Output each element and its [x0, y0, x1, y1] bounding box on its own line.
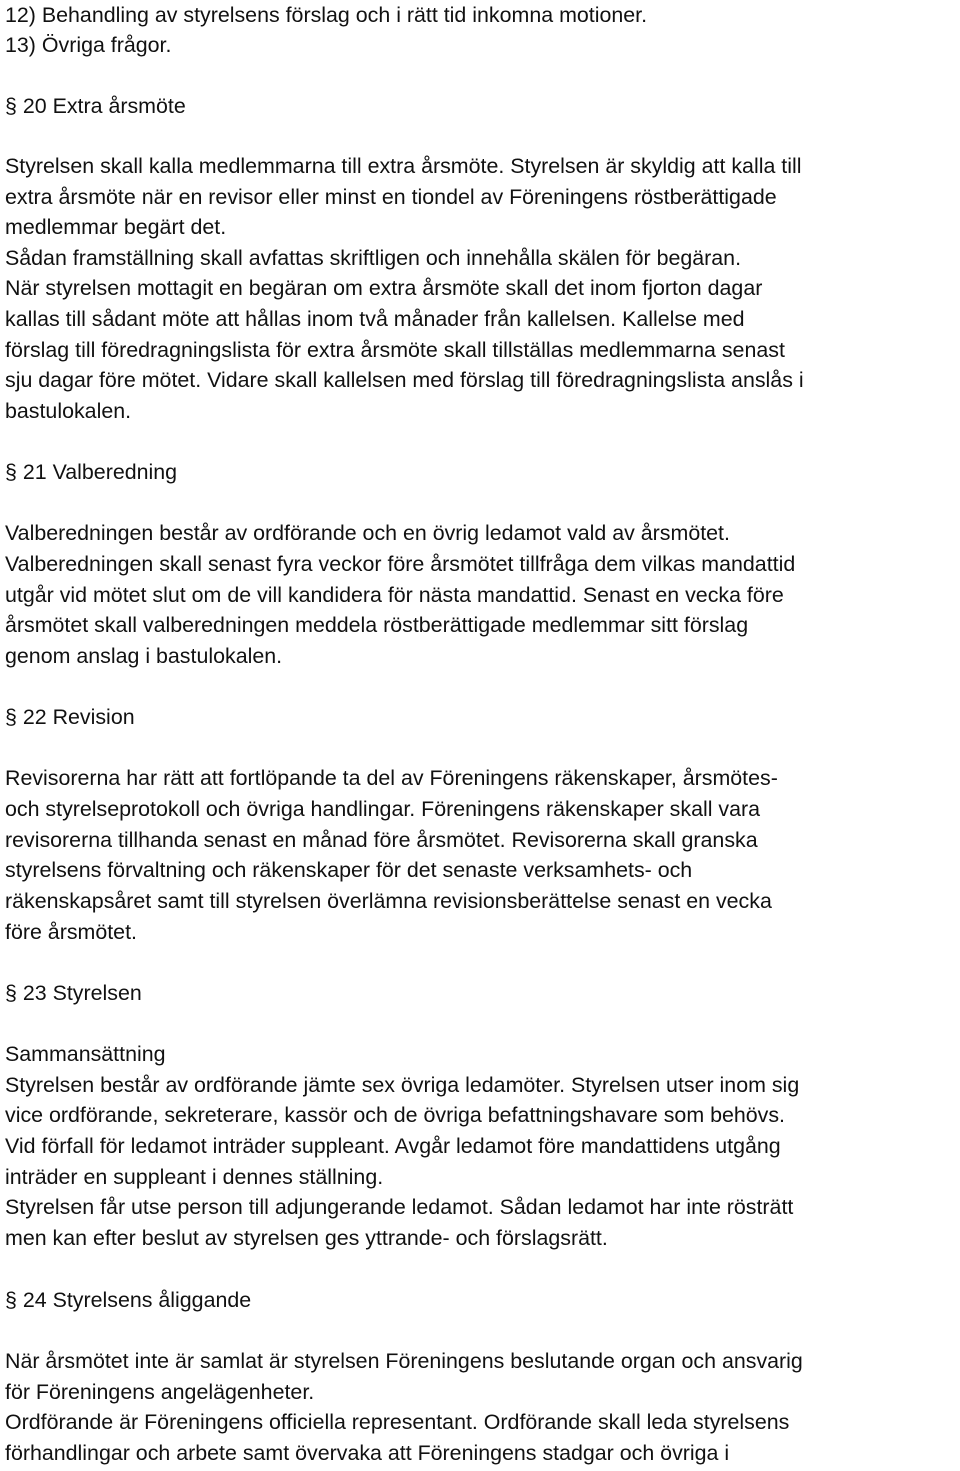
paragraph-line: Styrelsen skall kalla medlemmarna till extra årsmöte. Styrelsen är skyldig att kalla till: [5, 154, 802, 178]
paragraph-line: sju dagar före mötet. Vidare skall kallelsen med förslag till föredragningslista anslås i: [5, 368, 804, 392]
paragraph-line: före årsmötet.: [5, 920, 137, 944]
section-heading: § 23 Styrelsen: [5, 981, 142, 1005]
paragraph-line: genom anslag i bastulokalen.: [5, 644, 283, 668]
paragraph-line: När årsmötet inte är samlat är styrelsen Föreningens beslutande organ och ansvarig: [5, 1349, 803, 1373]
paragraph-line: för Föreningens angelägenheter.: [5, 1380, 315, 1404]
paragraph-line: extra årsmöte när en revisor eller minst en tiondel av Föreningens röstberättigade: [5, 185, 777, 209]
paragraph-line: Vid förfall för ledamot inträder suppleant. Avgår ledamot före mandattidens utgång: [5, 1134, 781, 1158]
paragraph-line: Revisorerna har rätt att fortlöpande ta del av Föreningens räkenskaper, årsmötes-: [5, 766, 778, 790]
paragraph-line: förslag till föredragningslista för extra årsmöte skall tillställas medlemmarna senast: [5, 338, 785, 362]
paragraph-line: Sådan framställning skall avfattas skriftligen och innehålla skälen för begäran.: [5, 246, 742, 270]
agenda-item: 13) Övriga frågor.: [5, 33, 172, 57]
section-subheading: Sammansättning: [5, 1042, 166, 1066]
paragraph-line: och styrelseprotokoll och övriga handlingar. Föreningens räkenskaper skall vara: [5, 797, 761, 821]
section-heading: § 24 Styrelsens åliggande: [5, 1288, 252, 1312]
paragraph-line: kallas till sådant möte att hållas inom två månader från kallelsen. Kallelse med: [5, 307, 745, 331]
paragraph-line: vice ordförande, sekreterare, kassör och de övriga befattningshavare som behövs.: [5, 1103, 785, 1127]
paragraph-line: Styrelsen får utse person till adjungerande ledamot. Sådan ledamot har inte rösträtt: [5, 1195, 794, 1219]
paragraph-line: Valberedningen består av ordförande och en övrig ledamot vald av årsmötet.: [5, 521, 730, 545]
paragraph-line: Ordförande är Föreningens officiella representant. Ordförande skall leda styrelsens: [5, 1410, 790, 1434]
paragraph-line: revisorerna tillhanda senast en månad före årsmötet. Revisorerna skall granska: [5, 828, 758, 852]
agenda-item: 12) Behandling av styrelsens förslag och i rätt tid inkomna motioner.: [5, 3, 648, 27]
paragraph-line: men kan efter beslut av styrelsen ges yttrande- och förslagsrätt.: [5, 1226, 608, 1250]
paragraph-line: förhandlingar och arbete samt övervaka att Föreningens stadgar och övriga i: [5, 1441, 730, 1465]
paragraph-line: När styrelsen mottagit en begäran om extra årsmöte skall det inom fjorton dagar: [5, 276, 763, 300]
paragraph-line: Styrelsen består av ordförande jämte sex övriga ledamöter. Styrelsen utser inom sig: [5, 1073, 800, 1097]
paragraph-line: årsmötet skall valberedningen meddela röstberättigade medlemmar sitt förslag: [5, 613, 749, 637]
section-heading: § 21 Valberedning: [5, 460, 178, 484]
paragraph-line: styrelsens förvaltning och räkenskaper för det senaste verksamhets- och: [5, 858, 693, 882]
paragraph-line: bastulokalen.: [5, 399, 132, 423]
paragraph-line: räkenskapsåret samt till styrelsen överlämna revisionsberättelse senast en vecka: [5, 889, 772, 913]
paragraph-line: Valberedningen skall senast fyra veckor före årsmötet tillfråga dem vilkas mandattid: [5, 552, 796, 576]
section-heading: § 22 Revision: [5, 705, 135, 729]
paragraph-line: utgår vid mötet slut om de vill kandidera för nästa mandattid. Senast en vecka före: [5, 583, 784, 607]
paragraph-line: medlemmar begärt det.: [5, 215, 227, 239]
section-heading: § 20 Extra årsmöte: [5, 94, 186, 118]
paragraph-line: inträder en suppleant i dennes ställning.: [5, 1165, 384, 1189]
